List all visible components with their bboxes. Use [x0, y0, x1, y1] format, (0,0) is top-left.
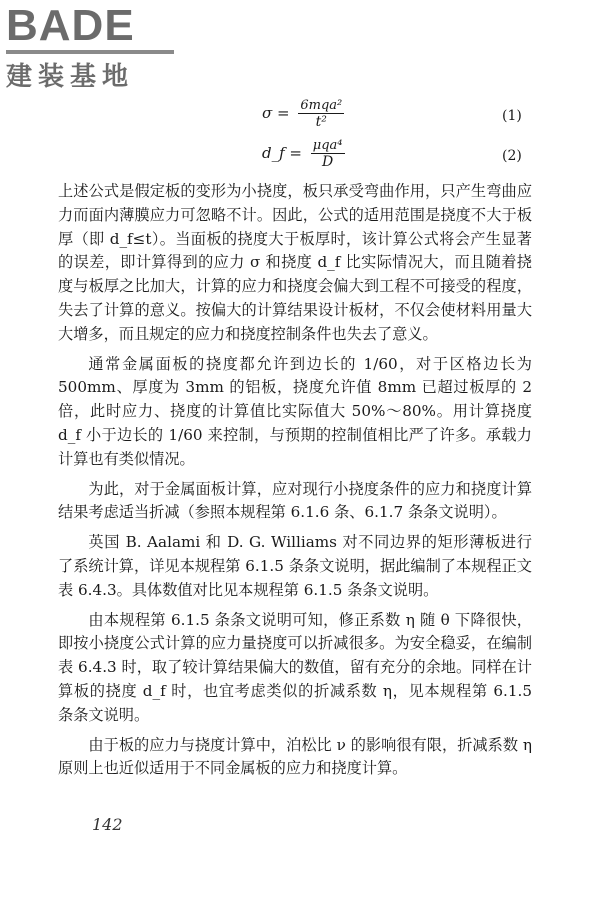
- paragraph-5: 由本规程第 6.1.5 条条文说明可知，修正系数 η 随 θ 下降很快，即按小挠度公式计算的应力量挠度可以折减很多。为安全稳妥，在编制表 6.4.3 时，取了较计算结果偏大的数值，留有充分的余地。同样在计算板的挠度 d_f 时，也宜考虑类似的折减系数 η，见本规程第 6.1.5 条条文说明。: [58, 610, 532, 724]
- paragraph-6: 由于板的应力与挠度计算中，泊松比 ν 的影响很有限，折减系数 η 原则上也近似适用于不同金属板的应力和挠度计算。: [58, 735, 532, 778]
- formula-1-lhs: σ =: [262, 104, 290, 122]
- page-number: 142: [92, 815, 123, 834]
- formula-2: [262, 138, 345, 170]
- formula-2-number: (2): [502, 148, 522, 164]
- formula-1-fraction: [298, 98, 344, 130]
- body-text: [58, 180, 532, 787]
- formula-1-denominator: t²: [315, 114, 327, 130]
- paragraph-4: 英国 B. Aalami 和 D. G. Williams 对不同边界的矩形薄板进行了系统计算，详见本规程第 6.1.5 条条文说明，据此编制了本规程正文表 6.4.3。具体数值对比见本规程第 6.1.5 条条文说明。: [58, 533, 532, 599]
- brand-wordmark: BADE: [6, 1, 135, 50]
- brand-rule: [6, 50, 174, 54]
- paragraph-2: 通常金属面板的挠度都允许到边长的 1/60，对于区格边长为 500mm、厚度为 3mm 的铝板，挠度允许值 8mm 已超过板厚的 2 倍，此时应力、挠度的计算值比实际值大 50%～80%。用计算挠度 d_f 小于边长的 1/60 来控制，与预期的控制值相比严了许多。承载力计算也有类似情况。: [58, 354, 532, 468]
- formula-2-denominator: D: [322, 154, 334, 170]
- brand-subtitle: 建装基地: [6, 62, 135, 92]
- paragraph-3: 为此，对于金属面板计算，应对现行小挠度条件的应力和挠度计算结果考虑适当折减（参照本规程第 6.1.6 条、6.1.7 条条文说明）。: [58, 479, 532, 522]
- paragraph-1: 上述公式是假定板的变形为小挠度，板只承受弯曲作用，只产生弯曲应力而面内薄膜应力可忽略不计。因此，公式的适用范围是挠度不大于板厚（即 d_f≤t）。当面板的挠度大于板厚时，该计算公式将会产生显著的误差，即计算得到的应力 σ 和挠度 d_f 比实际情况大，而且随着挠度与板厚之比加大，计算的应力和挠度会偏大到工程不可接受的程度，失去了计算的意义。按偏大的计算结果设计板材，不仅会使材料用量大大增多，而且规定的应力和挠度控制条件也失去了意义。: [58, 182, 532, 343]
- formula-1-numerator: 6mqa²: [300, 98, 343, 113]
- formula-1-number: (1): [502, 108, 522, 124]
- formula-2-lhs: d_f =: [262, 144, 302, 162]
- formula-2-numerator: μqa⁴: [312, 138, 343, 153]
- formula-1: [262, 98, 344, 130]
- formula-2-fraction: [311, 138, 345, 170]
- brand-logo: [6, 1, 181, 93]
